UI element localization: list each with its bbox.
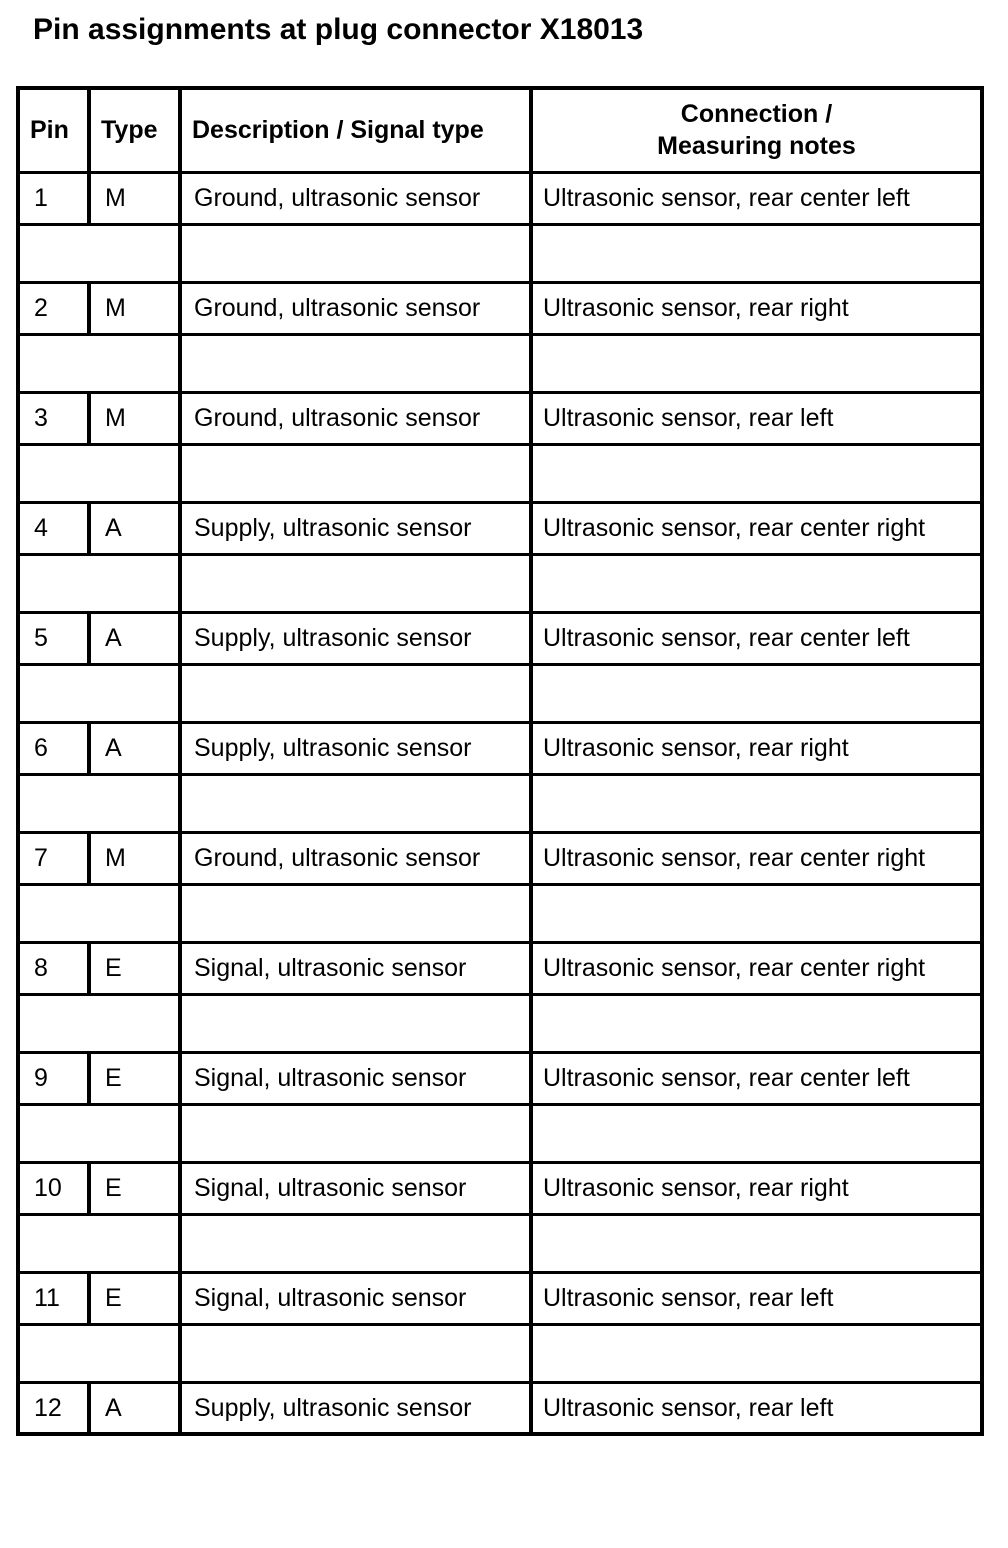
table-row	[18, 1052, 982, 1104]
spacer-cell	[531, 994, 982, 1052]
cell-description: Ground, ultrasonic sensor	[180, 832, 531, 884]
spacer-cell	[531, 884, 982, 942]
cell-type: M	[89, 392, 180, 444]
table-row	[18, 1272, 982, 1324]
spacer-row	[18, 994, 982, 1052]
spacer-cell	[531, 1324, 982, 1382]
cell-connection: Ultrasonic sensor, rear right	[531, 282, 982, 334]
cell-connection: Ultrasonic sensor, rear center right	[531, 942, 982, 994]
spacer-cell	[180, 334, 531, 392]
cell-type: E	[89, 1162, 180, 1214]
cell-description: Supply, ultrasonic sensor	[180, 1382, 531, 1434]
cell-description: Signal, ultrasonic sensor	[180, 1272, 531, 1324]
cell-pin: 8	[18, 942, 89, 994]
spacer-cell	[531, 224, 982, 282]
spacer-cell	[180, 994, 531, 1052]
table-row	[18, 282, 982, 334]
table-row	[18, 502, 982, 554]
spacer-cell	[180, 554, 531, 612]
spacer-cell	[180, 884, 531, 942]
spacer-cell	[18, 994, 180, 1052]
cell-description: Signal, ultrasonic sensor	[180, 942, 531, 994]
spacer-cell	[180, 1104, 531, 1162]
spacer-row	[18, 1214, 982, 1272]
cell-type: A	[89, 502, 180, 554]
table-row	[18, 172, 982, 224]
spacer-cell	[18, 1214, 180, 1272]
cell-connection: Ultrasonic sensor, rear center left	[531, 1052, 982, 1104]
table-row	[18, 1162, 982, 1214]
spacer-cell	[531, 1104, 982, 1162]
spacer-cell	[18, 224, 180, 282]
cell-pin: 6	[18, 722, 89, 774]
table-row	[18, 1382, 982, 1434]
spacer-cell	[18, 554, 180, 612]
cell-type: A	[89, 612, 180, 664]
header-connection-line2: Measuring notes	[657, 132, 856, 161]
cell-description: Ground, ultrasonic sensor	[180, 282, 531, 334]
page-title: Pin assignments at plug connector X18013	[33, 13, 644, 46]
cell-connection: Ultrasonic sensor, rear center left	[531, 612, 982, 664]
spacer-cell	[180, 1214, 531, 1272]
header-description: Description / Signal type	[180, 88, 531, 172]
cell-connection: Ultrasonic sensor, rear left	[531, 1382, 982, 1434]
spacer-cell	[531, 444, 982, 502]
spacer-cell	[180, 774, 531, 832]
spacer-row	[18, 334, 982, 392]
header-connection	[531, 88, 982, 172]
cell-pin: 2	[18, 282, 89, 334]
table-row	[18, 832, 982, 884]
cell-type: M	[89, 832, 180, 884]
table-row	[18, 942, 982, 994]
table-row	[18, 612, 982, 664]
cell-pin: 3	[18, 392, 89, 444]
cell-type: A	[89, 1382, 180, 1434]
cell-type: E	[89, 1052, 180, 1104]
cell-connection: Ultrasonic sensor, rear left	[531, 392, 982, 444]
spacer-cell	[531, 1214, 982, 1272]
cell-description: Ground, ultrasonic sensor	[180, 172, 531, 224]
spacer-cell	[531, 554, 982, 612]
spacer-row	[18, 884, 982, 942]
cell-connection: Ultrasonic sensor, rear left	[531, 1272, 982, 1324]
spacer-cell	[180, 1324, 531, 1382]
table-row	[18, 392, 982, 444]
spacer-row	[18, 774, 982, 832]
spacer-row	[18, 664, 982, 722]
cell-description: Supply, ultrasonic sensor	[180, 612, 531, 664]
header-type: Type	[89, 88, 180, 172]
cell-pin: 7	[18, 832, 89, 884]
cell-connection: Ultrasonic sensor, rear right	[531, 1162, 982, 1214]
spacer-cell	[18, 1324, 180, 1382]
spacer-cell	[531, 774, 982, 832]
spacer-cell	[180, 444, 531, 502]
spacer-row	[18, 224, 982, 282]
spacer-cell	[18, 1104, 180, 1162]
spacer-cell	[531, 664, 982, 722]
cell-connection: Ultrasonic sensor, rear right	[531, 722, 982, 774]
cell-description: Supply, ultrasonic sensor	[180, 722, 531, 774]
spacer-cell	[531, 334, 982, 392]
table-body	[18, 172, 982, 1434]
cell-pin: 5	[18, 612, 89, 664]
cell-description: Signal, ultrasonic sensor	[180, 1162, 531, 1214]
spacer-cell	[18, 884, 180, 942]
cell-connection: Ultrasonic sensor, rear center right	[531, 832, 982, 884]
cell-type: M	[89, 282, 180, 334]
table-header-row	[18, 88, 982, 172]
cell-type: A	[89, 722, 180, 774]
spacer-row	[18, 444, 982, 502]
spacer-cell	[18, 334, 180, 392]
cell-pin: 11	[18, 1272, 89, 1324]
pin-assignment-table	[16, 86, 984, 1436]
cell-description: Signal, ultrasonic sensor	[180, 1052, 531, 1104]
cell-pin: 4	[18, 502, 89, 554]
cell-pin: 1	[18, 172, 89, 224]
spacer-cell	[180, 664, 531, 722]
cell-pin: 12	[18, 1382, 89, 1434]
spacer-cell	[18, 444, 180, 502]
spacer-row	[18, 554, 982, 612]
header-connection-line1: Connection /	[680, 100, 833, 129]
cell-description: Ground, ultrasonic sensor	[180, 392, 531, 444]
table-row	[18, 722, 982, 774]
spacer-cell	[18, 664, 180, 722]
cell-type: E	[89, 1272, 180, 1324]
spacer-row	[18, 1104, 982, 1162]
cell-pin: 10	[18, 1162, 89, 1214]
cell-type: M	[89, 172, 180, 224]
cell-pin: 9	[18, 1052, 89, 1104]
spacer-cell	[18, 774, 180, 832]
spacer-row	[18, 1324, 982, 1382]
cell-type: E	[89, 942, 180, 994]
spacer-cell	[180, 224, 531, 282]
cell-connection: Ultrasonic sensor, rear center right	[531, 502, 982, 554]
cell-description: Supply, ultrasonic sensor	[180, 502, 531, 554]
cell-connection: Ultrasonic sensor, rear center left	[531, 172, 982, 224]
header-pin: Pin	[18, 88, 89, 172]
